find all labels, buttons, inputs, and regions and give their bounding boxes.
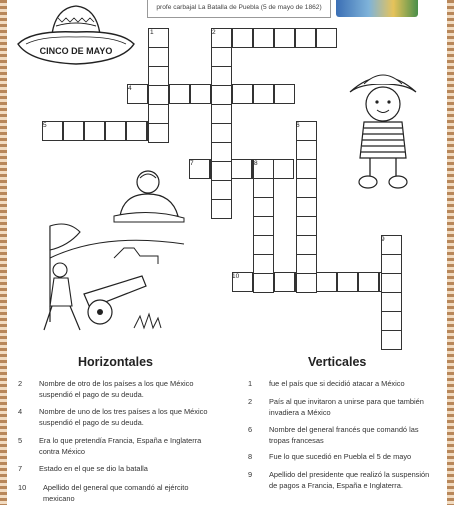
- clue-line: Nombre de uno de los tres países a los que México: [39, 407, 208, 416]
- crossword-cell[interactable]: [211, 85, 232, 105]
- clue-num: 8: [248, 452, 253, 461]
- clue-number-5: 5: [43, 122, 47, 129]
- crossword-cell[interactable]: [274, 28, 295, 48]
- crossword-cell[interactable]: [253, 84, 274, 104]
- crossword-cell[interactable]: [296, 273, 317, 293]
- crossword-cell[interactable]: [296, 197, 317, 217]
- clue-line: mexicano: [43, 494, 75, 503]
- clue-number-7: 7: [190, 160, 194, 167]
- crossword-cell[interactable]: [169, 84, 190, 104]
- clue-num: 4: [18, 407, 23, 416]
- crossword-cell[interactable]: [211, 104, 232, 124]
- crossword-cell[interactable]: [232, 28, 253, 48]
- crossword-cell[interactable]: [253, 235, 274, 255]
- crossword-cell[interactable]: [126, 121, 147, 141]
- clue-number-2: 2: [212, 29, 216, 36]
- crossword-cell[interactable]: [211, 47, 232, 67]
- crossword-cell[interactable]: [253, 28, 274, 48]
- clue-line: Apellido del general que comandó al ejército: [43, 483, 189, 492]
- clue-line: Era lo que pretendía Francia, España e Inglaterra: [39, 436, 202, 445]
- clue-line: Nombre del general francés que comandó las: [269, 425, 419, 434]
- crossword-cell[interactable]: [296, 235, 317, 255]
- crossword-cell[interactable]: [381, 292, 402, 312]
- clue-num: 2: [18, 379, 23, 388]
- clue-line: Nombre de otro de los países a los que México: [39, 379, 194, 388]
- clue-number-9: 9: [381, 236, 385, 243]
- crossword-cell[interactable]: [295, 28, 316, 48]
- crossword-cell[interactable]: [358, 272, 379, 292]
- crossword-cell[interactable]: [253, 273, 274, 293]
- crossword-cell[interactable]: [316, 28, 337, 48]
- crossword-cell[interactable]: [381, 273, 402, 293]
- clue-number-8: 8: [254, 160, 258, 167]
- crossword-cell[interactable]: [211, 199, 232, 219]
- clue-line: fue el país que si decidió atacar a México: [269, 379, 405, 388]
- clue-num: 6: [248, 425, 253, 434]
- crossword-cell[interactable]: [296, 159, 317, 179]
- clue-number-10: 10: [232, 273, 240, 280]
- clue-number-6: 6: [296, 122, 300, 129]
- crossword-cell[interactable]: [253, 178, 274, 198]
- crossword-cell[interactable]: [296, 140, 317, 160]
- battle-illustration: [14, 218, 190, 342]
- clue-line: tropas francesas: [269, 436, 324, 445]
- clue-line: Estado en el que se dio la batalla: [39, 464, 148, 473]
- crossword-cell[interactable]: [105, 121, 126, 141]
- crossword-cell[interactable]: [253, 254, 274, 274]
- crossword-cell[interactable]: [211, 123, 232, 143]
- clue-line: invadiera a México: [269, 408, 331, 417]
- crossword-cell[interactable]: [211, 180, 232, 200]
- crossword-cell[interactable]: [148, 85, 169, 105]
- crossword-cell[interactable]: [273, 159, 294, 179]
- clue-number-4: 4: [128, 85, 132, 92]
- crossword-cell[interactable]: [211, 142, 232, 162]
- crossword-cell[interactable]: [148, 104, 169, 124]
- verticales-heading: Verticales: [308, 355, 367, 369]
- clue-number-1: 1: [150, 29, 154, 36]
- clue-line: suspendió el pago de su deuda.: [39, 390, 144, 399]
- clue-line: Fue lo que sucedió en Puebla el 5 de mayo: [269, 452, 412, 461]
- girl-illustration: [346, 62, 420, 194]
- crossword-cell[interactable]: [381, 330, 402, 350]
- decorative-border-left: [0, 0, 7, 505]
- decorative-border-right: [447, 0, 454, 505]
- sombrero-illustration: [12, 4, 140, 70]
- worksheet-subtitle: profe carbajal La Batalla de Puebla (5 de mayo de 1862): [147, 0, 331, 18]
- crossword-cell[interactable]: [148, 47, 169, 67]
- crossword-cell[interactable]: [148, 123, 169, 143]
- crossword-cell[interactable]: [231, 159, 252, 179]
- clue-num: 9: [248, 470, 253, 479]
- crossword-cell[interactable]: [296, 216, 317, 236]
- clue-num: 5: [18, 436, 23, 445]
- clue-num: 10: [18, 483, 27, 492]
- clue-num: 1: [248, 379, 253, 388]
- crossword-cell[interactable]: [84, 121, 105, 141]
- general-bust-illustration: [110, 166, 188, 224]
- crossword-cell[interactable]: [381, 254, 402, 274]
- crossword-cell[interactable]: [381, 311, 402, 331]
- crossword-cell[interactable]: [211, 161, 232, 181]
- crossword-cell[interactable]: [63, 121, 84, 141]
- clue-line: de pagos a Francia, España e Inglaterra.: [269, 481, 403, 490]
- clue-line: suspendió el pago de su deuda.: [39, 418, 144, 427]
- crossword-cell[interactable]: [274, 84, 295, 104]
- crossword-cell[interactable]: [296, 178, 317, 198]
- crossword-cell[interactable]: [190, 84, 211, 104]
- crossword-cell[interactable]: [337, 272, 358, 292]
- crossword-cell[interactable]: [316, 272, 337, 292]
- clue-line: contra México: [39, 447, 86, 456]
- corner-illustration: [336, 0, 418, 17]
- clue-line: Apellido del presidente que realizó la suspensión: [269, 470, 430, 479]
- crossword-cell[interactable]: [253, 197, 274, 217]
- clue-num: 7: [18, 464, 23, 473]
- clue-line: País al que invitaron a unirse para que también: [269, 397, 424, 406]
- horizontales-heading: Horizontales: [78, 355, 154, 369]
- crossword-cell[interactable]: [211, 66, 232, 86]
- clue-num: 2: [248, 397, 253, 406]
- crossword-cell[interactable]: [253, 216, 274, 236]
- crossword-cell[interactable]: [148, 66, 169, 86]
- sombrero-text: CINCO DE MAYO: [39, 46, 113, 56]
- crossword-cell[interactable]: [232, 84, 253, 104]
- crossword-cell[interactable]: [274, 272, 295, 292]
- crossword-cell[interactable]: [296, 254, 317, 274]
